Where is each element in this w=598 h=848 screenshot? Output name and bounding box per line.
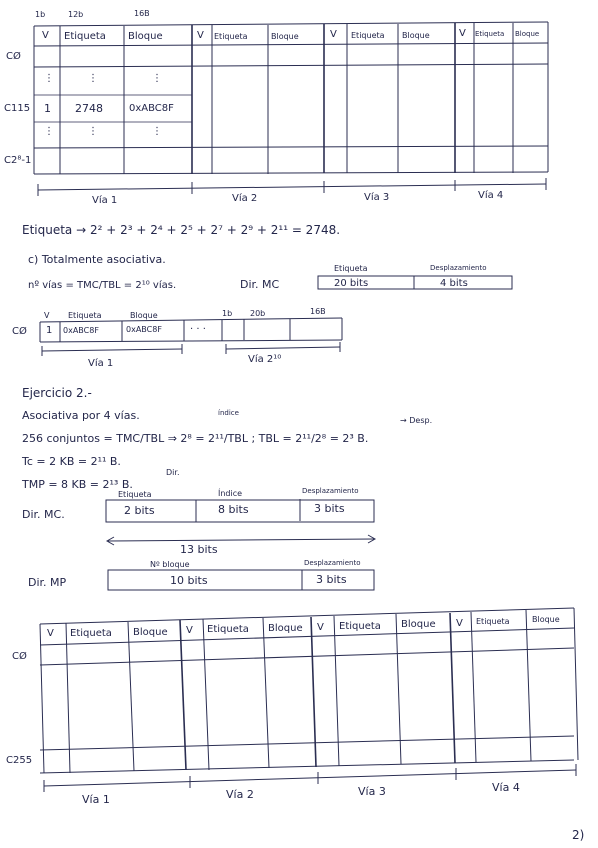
- section-c-field-desp-header: Desplazamiento: [430, 264, 487, 272]
- dir-mc-label: Dir. MC.: [22, 508, 65, 521]
- t2-header-bloque-1: Bloque: [133, 627, 168, 638]
- t1-via-1: Vía 1: [92, 195, 118, 206]
- t1-header-etiqueta-1: Etiqueta: [64, 31, 106, 42]
- dir-mc-header-etiqueta: Etiqueta: [118, 490, 152, 499]
- t1-dots-etiqueta-lower: ⋮: [88, 126, 98, 137]
- t1-row-label-clast: C2⁸-1: [4, 155, 32, 166]
- section-c-field-desp-value: 4 bits: [440, 278, 468, 289]
- t2-header-v-3: V: [317, 622, 324, 633]
- t1-header-bloque-2: Bloque: [271, 32, 299, 41]
- desp-note: → Desp.: [400, 416, 433, 425]
- t2-via-3: Vía 3: [358, 785, 386, 798]
- t1-header-v-1: V: [42, 30, 49, 41]
- t1-entry-etiqueta: 2748: [75, 102, 103, 115]
- dir-mc-value-etiqueta: 2 bits: [124, 504, 155, 517]
- t1-header-v-2: V: [197, 30, 204, 41]
- formula-etiqueta: Etiqueta → 2² + 2³ + 2⁴ + 2⁵ + 2⁷ + 2⁹ + 2¹¹ = 2748.: [22, 223, 341, 237]
- section-c-header-1b: 1b: [222, 309, 233, 318]
- t1-via-3: Vía 3: [364, 192, 390, 203]
- dir-mp-label: Dir. MP: [28, 576, 67, 589]
- t2-via-4: Vía 4: [492, 781, 520, 794]
- t1-header-bloque-3: Bloque: [402, 31, 430, 40]
- t1-entry-v: 1: [44, 102, 51, 115]
- t2-header-etiqueta-4: Etiqueta: [476, 617, 510, 626]
- t1-dots-etiqueta-upper: ⋮: [88, 73, 98, 84]
- t2-header-bloque-2: Bloque: [268, 623, 303, 634]
- section-c-header-16b: 16B: [310, 307, 326, 316]
- dir-mp-value-bloque: 10 bits: [170, 574, 208, 587]
- t1-header-bloque-4: Bloque: [515, 30, 540, 38]
- section-c-via-1: Vía 1: [88, 358, 114, 369]
- section-c-dir-label: Dir. MC: [240, 278, 280, 291]
- section-c-via-last: Vía 2¹⁰: [248, 354, 282, 365]
- t1-dots-bloque-upper: ⋮: [152, 73, 162, 84]
- dir-mc-value-desp: 3 bits: [314, 502, 345, 515]
- section-c-cell-etiqueta: 0xABC8F: [63, 326, 99, 335]
- tc-equation: Tc = 2 KB = 2¹¹ B.: [22, 455, 121, 468]
- section-c-header-20b: 20b: [250, 309, 266, 318]
- t2-header-bloque-3: Bloque: [401, 619, 436, 630]
- t2-header-etiqueta-3: Etiqueta: [339, 621, 381, 632]
- t2-header-etiqueta-1: Etiqueta: [70, 628, 112, 639]
- ejercicio-2-title: Ejercicio 2.-: [22, 386, 92, 400]
- t1-header-etiqueta-2: Etiqueta: [214, 32, 248, 41]
- t1-header-bloque-1: Bloque: [128, 31, 163, 42]
- t2-via-2: Vía 2: [226, 788, 254, 801]
- t1-row-label-c115: C115: [4, 103, 31, 114]
- t1-via-2: Vía 2: [232, 193, 258, 204]
- section-c-field-etiqueta-header: Etiqueta: [334, 264, 368, 273]
- t2-header-v-4: V: [456, 618, 463, 629]
- t1-dots-bloque-lower: ⋮: [152, 126, 162, 137]
- section-c-field-etiqueta-value: 20 bits: [334, 278, 369, 289]
- section-c-header-etiqueta: Etiqueta: [68, 311, 102, 320]
- dir-mp-value-desp: 3 bits: [316, 573, 347, 586]
- dir-mc-header-desp: Desplazamiento: [302, 487, 359, 495]
- conjuntos-equation: 256 conjuntos = TMC/TBL ⇒ 2⁸ = 2¹¹/TBL ; TBL = 2¹¹/2⁸ = 2³ B.: [22, 432, 369, 445]
- t1-row-label-c0: CØ: [6, 51, 21, 62]
- t1-header-etiqueta-4: Etiqueta: [475, 30, 505, 38]
- t2-header-v-2: V: [186, 625, 193, 636]
- t1-header-v-3: V: [330, 29, 337, 40]
- dir-mp-header-desp: Desplazamiento: [304, 559, 361, 567]
- bit-label-v: 1b: [35, 10, 46, 19]
- section-c-header-bloque: Bloque: [130, 311, 158, 320]
- t1-header-v-4: V: [459, 28, 466, 39]
- t1-dots-v-upper: ⋮: [44, 73, 54, 84]
- section-c-vias-equation: nº vías = TMC/TBL = 2¹⁰ vías.: [28, 280, 177, 291]
- bit-label-etiqueta: 12b: [68, 10, 84, 19]
- dir-mp-header-bloque: Nº bloque: [150, 560, 190, 569]
- tmp-equation: TMP = 8 KB = 2¹³ B.: [22, 478, 133, 491]
- section-c-header-v: V: [44, 311, 50, 320]
- dir-mc-value-indice: 8 bits: [218, 503, 249, 516]
- section-c-cell-v: 1: [46, 325, 53, 336]
- t2-header-etiqueta-2: Etiqueta: [207, 624, 249, 635]
- t2-header-bloque-4: Bloque: [532, 615, 560, 624]
- page-number: 2): [572, 828, 585, 842]
- t2-via-1: Vía 1: [82, 793, 110, 806]
- t2-header-v-1: V: [47, 628, 54, 639]
- indice-note: índice: [218, 409, 239, 417]
- t1-via-4: Vía 4: [478, 190, 504, 201]
- t1-entry-bloque: 0xABC8F: [129, 103, 174, 114]
- ejercicio-2-assoc: Asociativa por 4 vías.: [22, 409, 140, 422]
- dir-mc-total: 13 bits: [180, 543, 218, 556]
- dir-note: Dir.: [166, 468, 180, 477]
- bit-label-bloque: 16B: [134, 9, 150, 18]
- section-c-title: c) Totalmente asociativa.: [28, 253, 166, 266]
- section-c-cell-ellipsis: · · ·: [190, 324, 206, 335]
- t2-row-label-c255: C255: [6, 755, 33, 766]
- section-c-cell-bloque: 0xABC8F: [126, 325, 162, 334]
- dir-mc-header-indice: Índice: [218, 489, 243, 498]
- t1-header-etiqueta-3: Etiqueta: [351, 31, 385, 40]
- section-c-row-label: CØ: [12, 326, 27, 337]
- t1-dots-v-lower: ⋮: [44, 126, 54, 137]
- t2-row-label-c0: CØ: [12, 651, 27, 662]
